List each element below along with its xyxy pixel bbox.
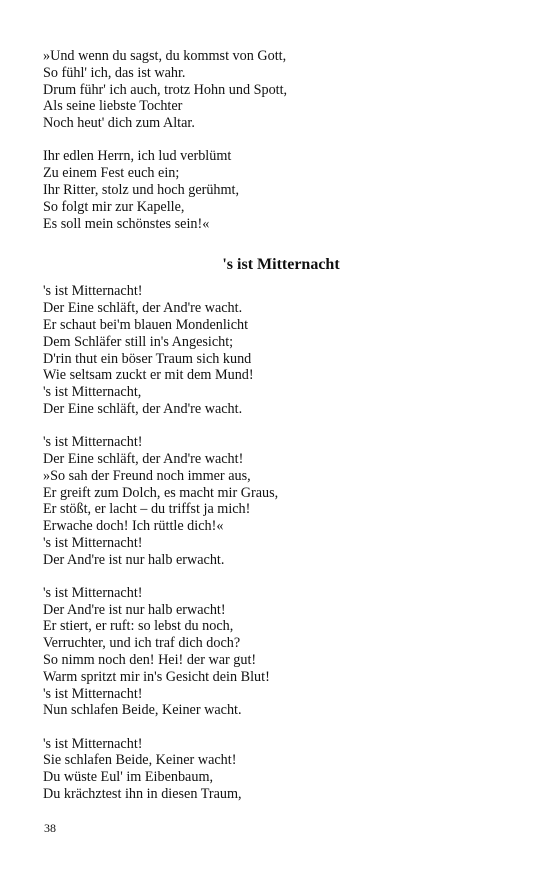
verse-line: 's ist Mitternacht! [43, 434, 143, 451]
verse-line: So nimm noch den! Hei! der war gut! [43, 652, 257, 669]
verse-line: Es soll mein schönstes sein!« [43, 215, 210, 232]
stanza [43, 736, 513, 803]
poem-title: 's ist Mitternacht [222, 256, 340, 274]
verse-line: Sie schlafen Beide, Keiner wacht! [43, 752, 237, 769]
verse-line: Du krächztest ihn in diesen Traum, [43, 786, 242, 803]
verse-line: So folgt mir zur Kapelle, [43, 198, 185, 215]
verse-line: Nun schlafen Beide, Keiner wacht. [43, 702, 242, 719]
verse-line: Dem Schläfer still in's Angesicht; [43, 333, 234, 350]
stanza [43, 148, 513, 232]
verse-line: Er stößt, er lacht – du triffst ja mich! [43, 501, 251, 518]
stanza [43, 283, 513, 417]
verse-line: »Und wenn du sagst, du kommst von Gott, [43, 48, 287, 64]
verse-line: Der And're ist nur halb erwacht. [43, 551, 225, 568]
verse-line: So fühl' ich, das ist wahr. [43, 64, 186, 81]
verse-line: 's ist Mitternacht, [43, 384, 142, 401]
verse-line: Warm spritzt mir in's Gesicht dein Blut! [43, 668, 270, 685]
verse-line: Verruchter, und ich traf dich doch? [43, 635, 241, 652]
verse-line: Er schaut bei'm blauen Mondenlicht [43, 316, 249, 333]
verse-line: 's ist Mitternacht! [43, 283, 143, 300]
verse-line: 's ist Mitternacht! [43, 685, 143, 702]
stanza [43, 434, 513, 568]
page-body [43, 48, 513, 819]
verse-line: Er greift zum Dolch, es macht mir Graus, [43, 484, 279, 501]
verse-line: Der And're ist nur halb erwacht! [43, 601, 226, 618]
stanza [43, 48, 513, 132]
verse-line: Du wüste Eul' im Eibenbaum, [43, 769, 214, 786]
verse-line: Der Eine schläft, der And're wacht! [43, 450, 244, 467]
page-number: 38 [44, 821, 56, 835]
verse-line: 's ist Mitternacht! [43, 584, 143, 601]
verse-line: »So sah der Freund noch immer aus, [43, 467, 251, 484]
verse-line: Ihr edlen Herrn, ich lud verblümt [43, 148, 232, 165]
verse-line: Zu einem Fest euch ein; [43, 165, 180, 182]
poem-text [43, 283, 513, 802]
verse-line: 's ist Mitternacht! [43, 534, 143, 551]
verse-line: 's ist Mitternacht! [43, 735, 143, 752]
verse-line: Als seine liebste Tochter [43, 98, 183, 115]
verse-line: Der Eine schläft, der And're wacht. [43, 300, 243, 317]
verse-line: Noch heut' dich zum Altar. [43, 115, 195, 132]
stanza [43, 585, 513, 719]
verse-line: Der Eine schläft, der And're wacht. [43, 400, 243, 417]
verse-line: Ihr Ritter, stolz und hoch gerühmt, [43, 181, 240, 198]
verse-line: D'rin thut ein böser Traum sich kund [43, 350, 252, 367]
previous-poem-ending [43, 48, 513, 232]
verse-line: Er stiert, er ruft: so lebst du noch, [43, 618, 234, 635]
verse-line: Drum führ' ich auch, trotz Hohn und Spott, [43, 81, 288, 98]
verse-line: Erwache doch! Ich rüttle dich!« [43, 518, 224, 535]
verse-line: Wie seltsam zuckt er mit dem Mund! [43, 367, 254, 384]
